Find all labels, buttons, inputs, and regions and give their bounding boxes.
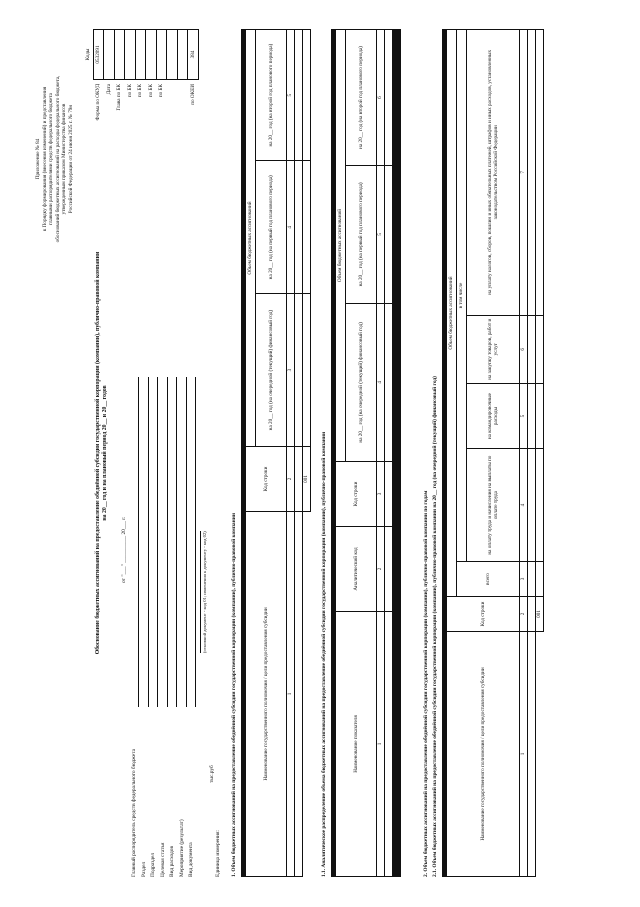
total-cell (536, 449, 544, 562)
section-2-title: 2. Объем бюджетных ассигнований на предоставление обеднённой субсидии государственной корпорации (компании), публично-правовой компании по годам (423, 490, 429, 877)
total-code: 001 (303, 447, 311, 512)
meta-label: Главный распорядитель средств федерального бюджета (131, 748, 137, 877)
section-2-table (446, 29, 544, 877)
col-code: Код строки (336, 462, 377, 527)
data-cell (385, 30, 393, 166)
unit-label: Единица измерения: (215, 830, 221, 877)
total-cell (536, 315, 544, 383)
codes-header: Коды (83, 30, 93, 80)
title-line-1: Обоснование бюджетных ассигнований на предоставление обеднённой субсидии государственной корпорации (компании), публично-правовой компании (95, 251, 101, 655)
data-cell (528, 315, 536, 383)
appendix-line: обоснований бюджетных ассигнований на расходы федерального бюджета, (54, 75, 61, 243)
col-code: Код строки (246, 447, 287, 512)
total-cell (303, 30, 311, 161)
data-cell (528, 449, 536, 562)
section-1-1-table (335, 29, 401, 877)
codes-box (83, 29, 199, 149)
col-year-1: на 20__ год (на очередной (текущий) финансовый год) (256, 294, 287, 447)
col-year-3: на 20__ год (на второй год планового периода) (256, 30, 287, 161)
meta-label: Мероприятие (результат) (178, 819, 185, 877)
data-cell (528, 562, 536, 597)
data-cell (295, 512, 303, 877)
col-year-2: на 20__ год (на первый год планового периода) (256, 161, 287, 294)
col-num: 4 (520, 449, 528, 562)
col-name: Наименование государственного полномочия / цели предоставления субсидии (447, 632, 520, 877)
appendix-line: к Порядку формирования (внесения изменений) и представления (41, 86, 48, 232)
code-value: 0532091 (93, 30, 104, 80)
document-title (95, 63, 109, 843)
col-num: 1 (287, 512, 295, 877)
meta-label: Раздел (140, 861, 147, 877)
data-cell (385, 527, 393, 612)
col-num: 5 (377, 166, 385, 304)
total-cell (303, 161, 311, 294)
col-group: Объем бюджетных ассигнований (447, 30, 457, 597)
section-1-1-title: 1.1. Аналитическое распределение объема бюджетных ассигнований на предоставление обеднённой субсидии государственной корпорации (компании), публично-правовой компании (321, 431, 327, 877)
section-1-table (245, 29, 311, 877)
col-num: 3 (520, 562, 528, 597)
code-label: по БК (126, 84, 133, 98)
section-1-title: 1. Объем бюджетных ассигнований на предоставление обеднённой субсидии государственной корпорации (компании), публично-правовой компании (231, 513, 237, 877)
shaded-cell (393, 612, 401, 877)
total-cell (303, 294, 311, 447)
code-label: Форма по ОКУД (95, 84, 101, 121)
code-label: по ОКЕИ (189, 84, 196, 105)
data-cell (528, 597, 536, 632)
appendix-line: утвержденным приказом Министерства финансов (61, 103, 67, 215)
col-year-3: на 20__ год (на второй год планового периода) (346, 30, 377, 166)
total-cell (536, 562, 544, 597)
meta-label: Вид документа (188, 842, 194, 877)
shaded-cell (393, 30, 401, 166)
total-cell (536, 383, 544, 448)
shaded-cell (393, 166, 401, 304)
appendix-line: Российской Федерации от 24 июня 2025 г. № 79н (67, 104, 74, 214)
data-cell (528, 30, 536, 316)
unit-value: тыс.руб (209, 765, 215, 783)
col-code: Код строки (447, 597, 520, 632)
code-label: по БК (158, 84, 164, 98)
fill-line (131, 377, 139, 707)
col-name: Наименование государственного полномочия / цели предоставления субсидии (246, 512, 287, 877)
col-year-1: на 20__ год (на очередной (текущий) финансовый год) (346, 303, 377, 461)
date-line: от "___" __________ 20___ г. (121, 516, 127, 583)
col-num: 2 (287, 447, 295, 512)
col-analytic: Аналитический код (336, 527, 377, 612)
shaded-cell (393, 527, 401, 612)
code-label (177, 80, 188, 150)
code-value (104, 30, 115, 80)
appendix-line: главными распорядителями средств федерального бюджета (48, 93, 54, 225)
meta-label: Целевая статья (159, 842, 166, 877)
data-cell (528, 632, 536, 877)
col-num: 5 (520, 383, 528, 448)
data-cell (385, 612, 393, 877)
fill-line (141, 377, 149, 707)
section-2-1-title: 2.1. Объем бюджетных ассигнований на предоставление обеднённой субсидии государственной корпорации (компании), публично-правовой компании на 20__ год (на очередной (текущий) финансовый год) (432, 376, 438, 877)
total-cell (536, 30, 544, 316)
fill-line (169, 377, 177, 707)
doc-type-note: (основной документ - код 01; изменения к документу - код 02) (202, 531, 207, 653)
fill-line (160, 377, 168, 707)
col-num: 3 (377, 462, 385, 527)
code-value (146, 30, 157, 80)
col-num: 4 (377, 303, 385, 461)
col-num: 6 (377, 30, 385, 166)
code-value (114, 30, 125, 80)
col-num: 6 (520, 315, 528, 383)
data-cell (295, 294, 303, 447)
code-label: по БК (147, 84, 154, 98)
fill-line (150, 377, 158, 707)
col-incl: в том числе (457, 30, 467, 562)
code-value (125, 30, 136, 80)
code-label: по БК (137, 84, 143, 98)
code-label: Дата (105, 84, 112, 95)
data-cell (385, 303, 393, 461)
col-num: 5 (287, 30, 295, 161)
total-code: 001 (536, 597, 544, 632)
shaded-cell (393, 303, 401, 461)
fill-line (179, 377, 187, 707)
col-b: на командировочные расходы (467, 383, 520, 448)
data-cell (385, 166, 393, 304)
data-cell (295, 447, 303, 512)
col-name: Наименование показателя (336, 612, 377, 877)
code-value (156, 30, 167, 80)
col-num: 3 (287, 294, 295, 447)
code-value: 384 (188, 30, 199, 80)
document-page (25, 23, 615, 883)
col-year-2: на 20__ год (на первый год планового периода) (346, 166, 377, 304)
col-num: 1 (520, 632, 528, 877)
col-group: Объем бюджетных ассигнований (336, 30, 346, 462)
fill-line (188, 377, 196, 707)
data-cell (528, 383, 536, 448)
meta-label: Вид расходов (169, 846, 175, 877)
col-num: 7 (520, 30, 528, 316)
col-num: 4 (287, 161, 295, 294)
meta-label: Подраздел (150, 852, 156, 877)
code-value (167, 30, 178, 80)
col-num: 2 (377, 527, 385, 612)
code-label: Глава по БК (116, 84, 122, 111)
col-group: Объем бюджетных ассигнований (246, 30, 256, 447)
col-d: на уплату налогов, сборов, пошлин и иных обязательных платежей, штрафов и иных расходов, установленных законодательством Российской Федерации (467, 30, 520, 316)
col-num: 2 (520, 597, 528, 632)
data-cell (295, 161, 303, 294)
title-line-2: на 20__ год и на плановый период 20__ и 20__ годов (102, 385, 109, 521)
col-a: на оплату труда и начисления на выплаты по оплате труда (467, 449, 520, 562)
code-value (177, 30, 188, 80)
appendix-line: Приложение № 84 (35, 138, 41, 180)
shaded-cell (393, 462, 401, 527)
data-cell (295, 30, 303, 161)
code-value (135, 30, 146, 80)
code-label (167, 80, 178, 150)
col-total: всего (457, 562, 520, 597)
col-num: 1 (377, 612, 385, 877)
appendix-block (35, 29, 74, 289)
col-c: на закупку товаров, работ и услуг (467, 315, 520, 383)
data-cell (385, 462, 393, 527)
meta-block (131, 157, 198, 877)
